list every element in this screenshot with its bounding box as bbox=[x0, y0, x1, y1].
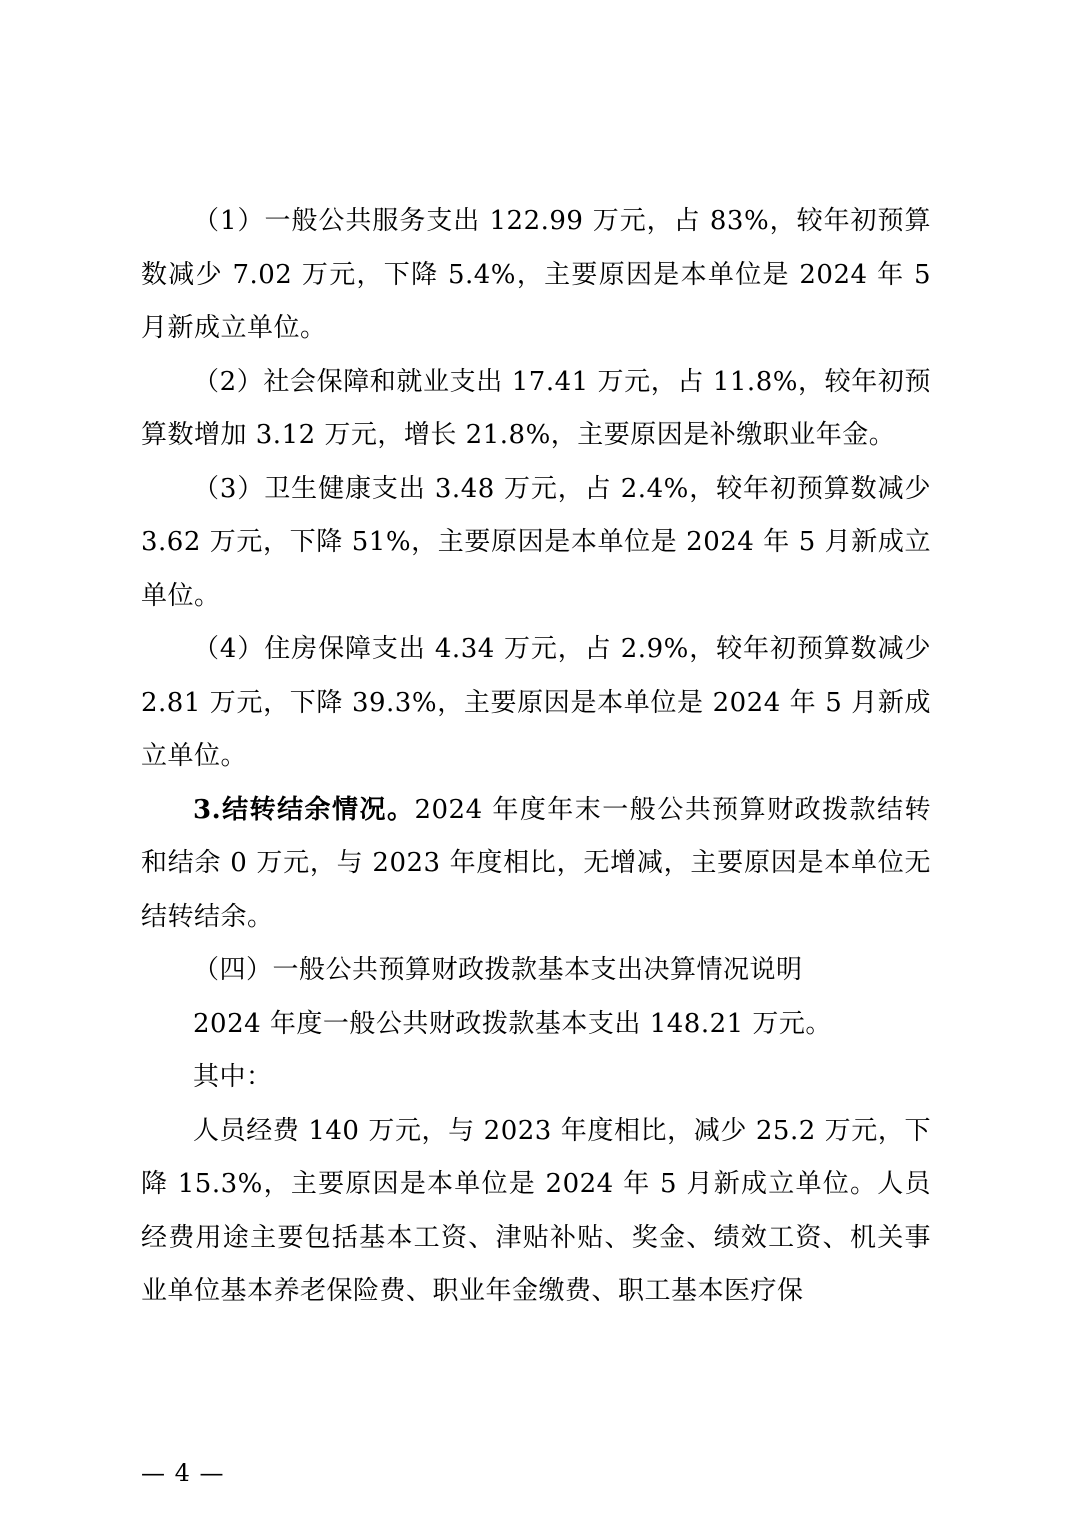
document-body bbox=[141, 195, 931, 1319]
paragraph-housing: （4）住房保障支出 4.34 万元，占 2.9%，较年初预算数减少 2.81 万元，下降 39.3%，主要原因是本单位是 2024 年 5 月新成立单位。 bbox=[141, 634, 931, 771]
paragraph-among-them: 其中： bbox=[193, 1062, 273, 1092]
page-number: — 4 — bbox=[141, 1459, 225, 1487]
paragraph-basic-expenditure-total: 2024 年度一般公共财政拨款基本支出 148.21 万元。 bbox=[193, 1008, 832, 1039]
section-heading-basic-expenditure: （四）一般公共预算财政拨款基本支出决算情况说明 bbox=[193, 955, 803, 985]
paragraph-social-security: （2）社会保障和就业支出 17.41 万元，占 11.8%，较年初预算数增加 3.12 万元，增长 21.8%，主要原因是补缴职业年金。 bbox=[141, 366, 931, 450]
paragraph-health: （3）卫生健康支出 3.48 万元，占 2.4%，较年初预算数减少 3.62 万元，下降 51%，主要原因是本单位是 2024 年 5 月新成立单位。 bbox=[141, 473, 931, 611]
paragraph-carryover-text: 2024 年度年末一般公共预算财政拨款结转和结余 0 万元，与 2023 年度相比，无增减，主要原因是本单位无结转结余。 bbox=[141, 794, 931, 932]
paragraph-personnel-expenses: 人员经费 140 万元，与 2023 年度相比，减少 25.2 万元，下降 15.3%，主要原因是本单位是 2024 年 5 月新成立单位。人员经费用途主要包括基本工资、津贴补贴、奖金、绩效工资、机关事业单位基本养老保险费、职业年金缴费、职工基本医疗保 bbox=[141, 1115, 931, 1306]
paragraph-carryover-balance bbox=[141, 784, 931, 945]
paragraph-general-public-services: （1）一般公共服务支出 122.99 万元，占 83%，较年初预算数减少 7.02 万元，下降 5.4%，主要原因是本单位是 2024 年 5 月新成立单位。 bbox=[141, 206, 931, 343]
paragraph-lead-bold: 3.结转结余情况。 bbox=[193, 794, 415, 825]
